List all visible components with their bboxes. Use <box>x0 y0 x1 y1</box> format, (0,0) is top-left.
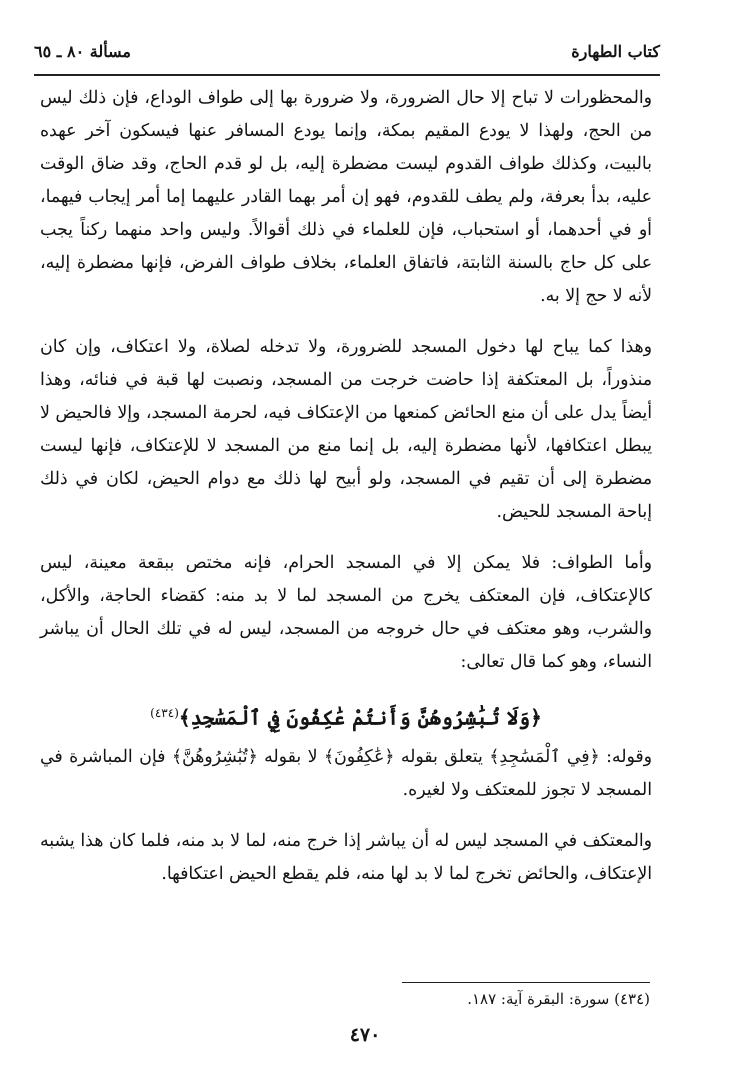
paragraph-5: والمعتكف في المسجد ليس له أن يباشر إذا خرج منه، لما لا بد منه، فلما كان هذا يشبه الإعتكاف، والحائض تخرج لما لا بد لها منه، فلم يقطع الحيض اعتكافها. <box>40 830 652 884</box>
paragraph-1: والمحظورات لا تباح إلا حال الضرورة، ولا ضرورة بها إلى طواف الوداع، فإن ذلك ليس من الحج، ولهذا لا يودع المقيم بمكة، وإنما يودع المسافر عنها فيسكون آخر عهده بالبيت، وكذلك طواف القدوم ليست مضطرة إليه، بل لو قدم الحاج، وقد ضاق الوقت عليه، بدأ بعرفة، ولم يطف للقدوم، فهو إن أمر بهما القادر عليهما إما أمر إيجاب فيهما، أو في أحدهما، أو استحباب، فإن للعلماء في ذلك أقوالاً. وليس واحد منهما ركناً يجب على كل حاج بالسنة الثابتة، فاتفاق العلماء، بخلاف طواف الفرض، فإنها مضطرة إليه، لأنه لا حج إلا به. <box>40 88 652 306</box>
page-number: ٤٧٠ <box>349 1024 381 1046</box>
verse-text: ﴿وَلَا تُبَٰشِرُوهُنَّ وَأَنتُمْ عَٰكِفُونَ فِي ٱلْمَسَٰجِدِ﴾ <box>178 705 542 730</box>
quran-verse <box>40 697 652 735</box>
running-header <box>34 38 660 72</box>
header-issue-ref: مسألة ٨٠ ـ ٦٥ <box>34 42 131 61</box>
paragraph-4: وقوله: ﴿فِي ٱلْمَسَٰجِدِ﴾ يتعلق بقوله ﴿عَٰكِفُونَ﴾ لا بقوله ﴿تُبَٰشِرُوهُنَّ﴾ فإن المباشرة في المسجد لا تجوز للمعتكف ولا لغيره. <box>40 746 652 800</box>
verse-footnote-ref: (٤٣٤) <box>150 706 179 720</box>
footnote: (٤٣٤) سورة: البقرة آية: ١٨٧. <box>467 990 650 1008</box>
main-text <box>40 82 652 891</box>
paragraph-2: وهذا كما يباح لها دخول المسجد للضرورة، ولا تدخله لصلاة، ولا اعتكاف، وإن كان منذوراً، بل المعتكفة إذا حاضت خرجت من المسجد، ونصبت لها قبة في فنائه، وهذا أيضاً يدل على أن منع الحائض كمنعها من الإعتكاف فيه، لحرمة المسجد، وإلا فالحيض لا يبطل اعتكافها، لأنها مضطرة إليه، بل إنما منع من المسجد لا للإعتكاف، فإنها ليست مضطرة إلى أن تقيم في المسجد، ولو أبيح لها ذلك مع دوام الحيض، لكان في ذلك إباحة المسجد للحيض. <box>40 337 652 522</box>
header-rule <box>34 74 660 76</box>
paragraph-3: وأما الطواف: فلا يمكن إلا في المسجد الحرام، فإنه مختص ببقعة معينة، ليس كالإعتكاف، فإن المعتكف يخرج من المسجد لما لا بد منه: كقضاء الحاجة، والأكل، والشرب، وهو معتكف في حال خروجه من المسجد، ليس له في تلك الحال أن يباشر النساء، وهو كما قال تعالى: <box>40 553 652 672</box>
footnote-rule <box>402 982 650 983</box>
header-book-section: كتاب الطهارة <box>571 42 660 61</box>
